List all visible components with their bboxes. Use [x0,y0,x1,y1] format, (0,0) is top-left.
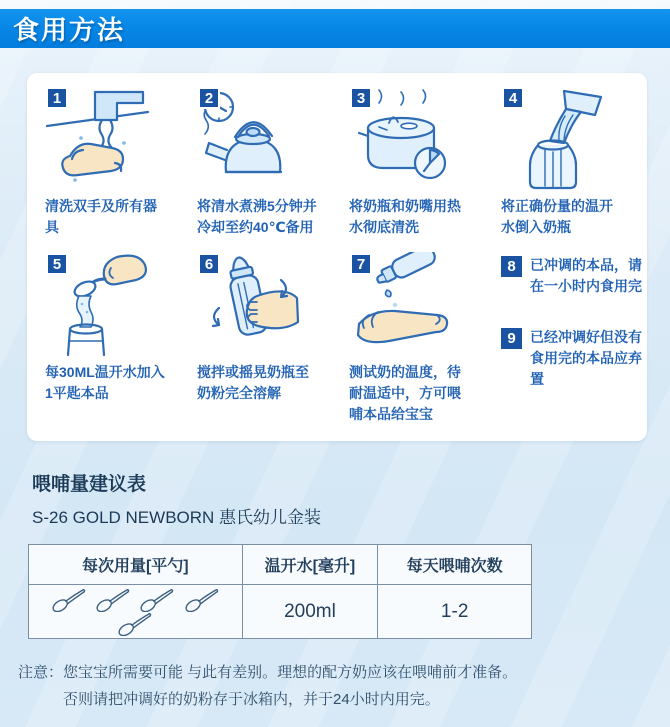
shake-bottle-illustration [197,252,302,357]
table-header-row [29,545,532,585]
note-prefix: 注意： [18,664,64,681]
step-number-badge: 2 [198,87,220,109]
scoop-icon [94,588,132,612]
scoop-icon [116,612,154,636]
step-caption: 搅拌或摇晃奶瓶至奶粉完全溶解 [197,364,309,401]
step-caption: 将正确份量的温开水倒入奶瓶 [501,198,613,235]
step-caption: 将奶瓶和奶嘴用热水彻底清洗 [349,198,461,235]
steps-card [27,73,647,441]
step-2 [197,86,337,238]
step-number-badge: 5 [46,253,68,275]
step-caption: 已经冲调好但没有食用完的本品应弃置 [530,329,642,387]
boil-kettle-illustration [197,86,302,191]
step-6 [197,252,337,425]
water-cell: 200ml [242,585,378,639]
step-caption: 每30ML温开水加入1平匙本品 [45,364,165,401]
table-data-row [29,585,532,639]
step-number-badge: 3 [350,87,372,109]
step-number-badge: 9 [501,328,522,349]
step-9 [501,327,644,390]
feeding-table [28,544,532,639]
step-5 [45,252,185,425]
step-caption: 清洗双手及所有器具 [45,198,157,235]
step-7 [349,252,489,425]
test-temperature-illustration [349,252,454,357]
step-1 [45,86,185,238]
step-number-badge: 4 [502,87,524,109]
sterilize-pot-illustration [349,86,454,191]
add-powder-illustration [45,252,150,357]
page-title: 食用方法 [13,15,126,45]
section-header-banner [0,9,670,48]
note-line-1: 您宝宝所需要可能 与此有差别。理想的配方奶应该在喂哺前才准备。 [63,664,518,681]
column-water-volume: 温开水[毫升] [242,545,378,585]
pour-water-illustration [501,86,606,191]
note-body [63,659,517,713]
column-feeds-per-day: 每天喂哺次数 [378,545,532,585]
note-line-2: 否则请把冲调好的奶粉存于冰箱内，并于24小时内用完。 [63,691,440,708]
feeding-table-title: 喂哺量建议表 [32,474,147,495]
step-caption: 测试奶的温度，待耐温适中，方可喂哺本品给宝宝 [349,364,461,422]
product-name: S-26 GOLD NEWBORN 惠氏幼儿金装 [32,508,322,527]
step-4 [501,86,641,238]
text-steps [501,252,644,425]
step-caption: 已冲调的本品，请在一小时内食用完 [530,257,642,294]
step-3 [349,86,489,238]
step-number-badge: 1 [46,87,68,109]
scoops-cell [29,585,243,639]
note [18,659,670,713]
scoop-icon [183,588,221,612]
scoop-icon [50,588,88,612]
step-caption: 将清水煮沸5分钟并冷却至约40℃备用 [197,198,317,235]
step-number-badge: 6 [198,253,220,275]
wash-hands-illustration [45,86,150,191]
step-8 [501,255,644,297]
scoop-icon [138,588,176,612]
frequency-cell: 1-2 [378,585,532,639]
step-number-badge: 8 [501,256,522,277]
column-serving-amount: 每次用量[平勺] [29,545,243,585]
step-number-badge: 7 [350,253,372,275]
